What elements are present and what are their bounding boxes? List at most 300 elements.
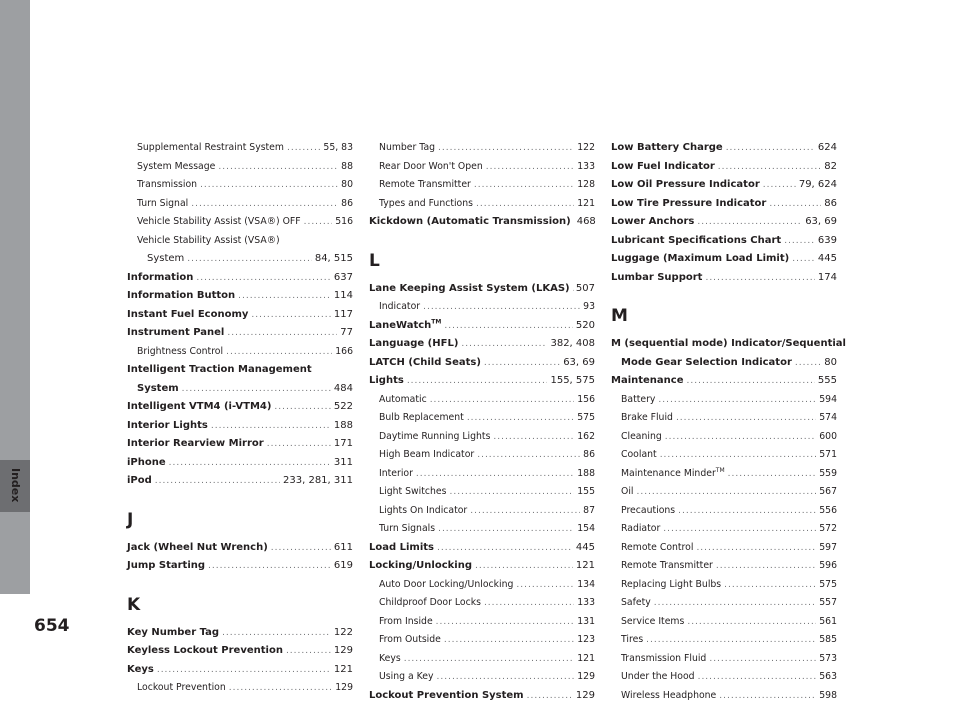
entry-pages: 445 (575, 541, 595, 553)
leader-dots (476, 195, 574, 214)
leader-dots (718, 158, 821, 177)
leader-dots (304, 213, 333, 232)
entry-pages: 575 (577, 412, 595, 423)
entry-group (611, 139, 837, 287)
leader-dots (696, 539, 816, 558)
entry-group (127, 269, 353, 362)
entry-pages: 619 (333, 560, 353, 571)
leader-dots (698, 668, 817, 687)
entry-group (127, 139, 353, 232)
entry-label: Information (127, 271, 194, 283)
index-entry[interactable] (369, 613, 595, 632)
entry-pages: 557 (819, 597, 837, 608)
entry-label: Interior Lights (127, 419, 208, 431)
index-entry[interactable] (611, 391, 837, 410)
entry-pages: 63, 69 (563, 356, 595, 368)
leader-dots (287, 139, 320, 158)
entry-label: Childproof Door Locks (379, 597, 481, 608)
index-entry[interactable] (611, 158, 837, 177)
entry-pages: 121 (333, 663, 353, 675)
index-entry[interactable] (369, 298, 595, 317)
leader-dots (226, 343, 332, 362)
trademark-mark: TM (431, 318, 442, 326)
entry-pages: 188 (577, 467, 595, 479)
entry-label: Key Number Tag (127, 626, 220, 638)
entry-label: Wireless Headphone (621, 689, 717, 701)
index-entry[interactable] (611, 502, 837, 521)
entry-label: Replacing Light Bulbs (621, 578, 722, 590)
entry-label: Number Tag (379, 142, 436, 153)
entry-label: Jump Starting (127, 560, 206, 571)
entry-label: Low Battery Charge (611, 142, 723, 153)
leader-dots (697, 213, 802, 232)
leader-dots (527, 687, 573, 706)
entry-label: Lockout Prevention System (369, 689, 524, 701)
entry-pages: 559 (819, 467, 837, 479)
leader-dots (636, 483, 816, 502)
entry-label: Supplemental Restraint System (137, 142, 284, 153)
index-entry[interactable] (127, 158, 353, 177)
leader-dots (274, 398, 330, 417)
index-entry[interactable] (127, 398, 353, 417)
entry-pages: 555 (817, 375, 837, 386)
entry-pages: 162 (577, 430, 595, 442)
leader-dots (719, 687, 816, 706)
index-entry[interactable] (127, 287, 353, 306)
entry-label: Indicator (379, 301, 421, 312)
entry-pages: 93 (583, 301, 595, 312)
entry-pages: 624 (817, 142, 837, 153)
entry-pages: 86 (824, 197, 837, 209)
entry-pages: 174 (817, 271, 837, 283)
section-letter-l: L (369, 250, 380, 271)
index-entry[interactable] (611, 354, 837, 373)
leader-dots (474, 176, 574, 195)
leader-dots (784, 232, 815, 251)
leader-dots (795, 354, 821, 373)
entry-label: System Message (137, 160, 216, 172)
entry-pages: 77 (340, 327, 353, 338)
index-entry[interactable] (369, 668, 595, 687)
entry-pages: 556 (819, 504, 837, 516)
entry-label: Light Switches (379, 486, 447, 497)
index-entry[interactable] (369, 335, 595, 354)
leader-dots (477, 446, 580, 465)
entry-pages: 86 (341, 197, 353, 209)
leader-dots (169, 454, 331, 473)
entry-label: Remote Transmitter (621, 560, 713, 571)
entry-pages: 129 (333, 645, 353, 656)
index-entry-label: M (sequential mode) Indicator/Sequential (611, 338, 846, 349)
leader-dots (705, 269, 814, 288)
section-letter-j: J (127, 509, 134, 530)
entry-pages: 585 (819, 634, 837, 645)
leader-dots (407, 372, 548, 391)
index-entry[interactable] (127, 269, 353, 288)
entry-label: Lane Keeping Assist System (LKAS) (369, 282, 570, 294)
entry-pages: 484 (333, 382, 353, 394)
index-entry[interactable] (611, 213, 837, 232)
leader-dots (449, 483, 574, 502)
entry-pages: 311 (333, 456, 353, 468)
entry-label: Remote Control (621, 541, 694, 553)
leader-dots (484, 594, 574, 613)
entry-label: Interior (379, 467, 413, 479)
index-entry[interactable] (611, 139, 837, 158)
entry-pages: 188 (333, 419, 353, 431)
entry-pages: 79, 624 (798, 179, 837, 190)
index-entry[interactable] (127, 250, 353, 269)
index-entry[interactable] (369, 158, 595, 177)
entry-label: Lights (369, 375, 404, 386)
entry-label: Keys (127, 663, 154, 675)
index-entry[interactable] (127, 642, 353, 661)
entry-group (127, 398, 353, 491)
entry-pages: 117 (333, 308, 353, 320)
index-entry[interactable] (611, 250, 837, 269)
index-column-3 (611, 139, 846, 705)
leader-dots (271, 539, 331, 558)
index-entry[interactable] (369, 372, 595, 391)
leader-dots (676, 409, 816, 428)
entry-pages: 55, 83 (323, 142, 353, 153)
entry-label: Lockout Prevention (137, 682, 226, 693)
index-entry[interactable] (611, 465, 837, 484)
leader-dots (726, 139, 815, 158)
index-entry[interactable] (369, 391, 595, 410)
entry-pages: 563 (819, 671, 837, 682)
entry-pages: 596 (819, 560, 837, 571)
index-entry[interactable] (611, 650, 837, 669)
entry-label: Service Items (621, 615, 685, 627)
index-entry[interactable] (369, 139, 595, 158)
entry-group (369, 139, 595, 232)
leader-dots (238, 287, 331, 306)
index-entry[interactable] (611, 232, 837, 251)
entry-pages: 445 (817, 253, 837, 264)
entry-pages: 520 (575, 319, 595, 331)
entry-label: Information Button (127, 290, 236, 301)
entry-label: Precautions (621, 504, 676, 516)
entry-pages: 84, 515 (314, 253, 353, 264)
entry-pages: 123 (577, 634, 595, 645)
entry-label: Turn Signal (137, 197, 189, 209)
entry-pages: 574 (819, 412, 837, 423)
entry-label: Radiator (621, 523, 661, 534)
index-entry[interactable] (611, 631, 837, 650)
index-entry[interactable] (369, 576, 595, 595)
leader-dots (436, 613, 575, 632)
side-tab-label: Index (9, 468, 22, 503)
entry-label: Low Tire Pressure Indicator (611, 197, 767, 209)
index-column-2 (369, 139, 595, 705)
index-entry[interactable] (369, 280, 595, 299)
entry-pages: 63, 69 (805, 216, 837, 227)
page-number: 654 (34, 616, 70, 636)
index-entry[interactable] (369, 354, 595, 373)
index-entry[interactable] (369, 650, 595, 669)
index-column-1 (127, 139, 353, 698)
entry-label: Jack (Wheel Nut Wrench) (127, 541, 268, 553)
leader-dots (678, 502, 816, 521)
entry-pages: 131 (577, 615, 595, 627)
index-entry[interactable] (369, 539, 595, 558)
leader-dots (438, 139, 574, 158)
entry-label: Bulb Replacement (379, 412, 464, 423)
entry-label: Maintenance Minder™ (621, 466, 725, 479)
index-entry[interactable] (127, 380, 353, 399)
entry-label: From Inside (379, 615, 433, 627)
index-entry[interactable] (369, 213, 595, 232)
entry-label: Locking/Unlocking (369, 560, 472, 571)
entry-group (611, 483, 837, 705)
leader-dots (423, 298, 580, 317)
index-entry[interactable] (127, 213, 353, 232)
entry-pages: 468 (576, 216, 596, 227)
section-letter-m: M (611, 306, 628, 326)
leader-dots (728, 465, 817, 484)
leader-dots (660, 446, 817, 465)
index-entry[interactable] (611, 668, 837, 687)
index-entry[interactable] (127, 195, 353, 214)
entry-label: Under the Hood (621, 671, 695, 682)
index-entry[interactable] (127, 343, 353, 362)
entry-label: iPhone (127, 456, 166, 468)
entry-label: Instrument Panel (127, 327, 225, 338)
entry-pages: 600 (819, 430, 837, 442)
leader-dots (467, 409, 574, 428)
leader-dots (286, 642, 331, 661)
leader-dots (430, 391, 575, 410)
leader-dots (687, 372, 815, 391)
index-entry[interactable] (611, 269, 837, 288)
leader-dots (182, 380, 331, 399)
index-entry[interactable] (127, 417, 353, 436)
entry-label: Kickdown (Automatic Transmission) (369, 216, 571, 227)
index-entry[interactable] (611, 613, 837, 632)
index-entry[interactable] (369, 446, 595, 465)
leader-dots (687, 613, 816, 632)
entry-pages: 575 (819, 578, 837, 590)
leader-dots (208, 557, 331, 576)
index-entry[interactable] (127, 679, 353, 698)
leader-dots (516, 576, 574, 595)
entry-pages: 156 (577, 393, 595, 405)
entry-pages: 516 (335, 216, 353, 227)
entry-label: iPod (127, 475, 152, 486)
index-entry[interactable] (127, 435, 353, 454)
index-entry[interactable] (369, 594, 595, 613)
entry-pages: 133 (577, 597, 595, 608)
index-entry[interactable] (369, 428, 595, 447)
leader-dots (646, 631, 816, 650)
entry-label: LaneWatch™ (369, 318, 442, 331)
leader-dots (475, 557, 573, 576)
entry-label: From Outside (379, 634, 441, 645)
entry-pages: 133 (577, 160, 595, 172)
leader-dots (227, 324, 337, 343)
index-entry[interactable] (611, 409, 837, 428)
leader-dots (493, 428, 574, 447)
index-entry[interactable] (369, 176, 595, 195)
entry-pages: 80 (824, 356, 837, 368)
entry-label: Cleaning (621, 430, 662, 442)
entry-label: Transmission Fluid (621, 652, 707, 664)
entry-label: Luggage (Maximum Load Limit) (611, 253, 790, 264)
leader-dots (716, 557, 816, 576)
entry-pages: 561 (819, 615, 837, 627)
index-entry[interactable] (369, 465, 595, 484)
entry-label: Brake Fluid (621, 412, 673, 423)
entry-pages: 129 (575, 689, 595, 701)
index-entry[interactable] (127, 472, 353, 491)
index-entry[interactable] (369, 502, 595, 521)
index-entry[interactable] (127, 624, 353, 643)
leader-dots (155, 472, 280, 491)
entry-pages: 121 (575, 560, 595, 571)
entry-group (369, 335, 595, 705)
leader-dots (486, 158, 574, 177)
leader-dots (663, 520, 816, 539)
entry-pages: 129 (577, 671, 595, 682)
entry-label: Safety (621, 597, 651, 608)
entry-pages: 522 (333, 401, 353, 412)
section-letter-k: K (127, 594, 141, 615)
index-entry[interactable] (611, 557, 837, 576)
index-entry[interactable] (127, 539, 353, 558)
entry-pages: 594 (819, 393, 837, 405)
entry-pages: 573 (819, 652, 837, 664)
entry-pages: 166 (335, 345, 353, 357)
leader-dots (654, 594, 817, 613)
index-entry[interactable] (611, 372, 837, 391)
entry-label: Brightness Control (137, 345, 224, 357)
leader-dots (792, 250, 815, 269)
entry-pages: 121 (577, 197, 595, 209)
entry-pages: 80 (341, 179, 353, 190)
entry-pages: 154 (577, 523, 595, 534)
entry-label: Transmission (137, 179, 198, 190)
entry-pages: 122 (333, 626, 353, 638)
index-entry[interactable] (611, 687, 837, 706)
leader-dots (157, 661, 331, 680)
entry-label: Mode Gear Selection Indicator (621, 356, 792, 368)
entry-label: Keyless Lockout Prevention (127, 645, 283, 656)
entry-label: Interior Rearview Mirror (127, 438, 264, 449)
index-entry[interactable] (611, 176, 837, 195)
index-entry[interactable] (369, 317, 595, 336)
entry-pages: 121 (577, 652, 595, 664)
index-entry-label: Intelligent Traction Management (127, 364, 312, 375)
entry-pages: 597 (819, 541, 837, 553)
entry-pages: 82 (824, 160, 837, 172)
entry-label: Lights On Indicator (379, 504, 468, 516)
entry-label: Automatic (379, 393, 427, 405)
index-entry[interactable] (127, 176, 353, 195)
entry-label: Load Limits (369, 541, 435, 553)
leader-dots (416, 465, 574, 484)
index-entry[interactable] (369, 687, 595, 706)
index-entry[interactable] (611, 576, 837, 595)
entry-pages: 572 (819, 523, 837, 534)
index-entry[interactable] (127, 557, 353, 576)
entry-label: Vehicle Stability Assist (VSA®) OFF (137, 216, 301, 227)
leader-dots (196, 269, 331, 288)
leader-dots (438, 520, 574, 539)
leader-dots (404, 650, 575, 669)
index-entry[interactable] (127, 139, 353, 158)
index-entry[interactable] (369, 520, 595, 539)
index-entry[interactable] (611, 594, 837, 613)
leader-dots (437, 539, 573, 558)
entry-label: System (147, 253, 185, 264)
entry-pages: 571 (819, 449, 837, 460)
index-entry[interactable] (127, 306, 353, 325)
index-entry[interactable] (369, 483, 595, 502)
leader-dots (709, 650, 816, 669)
index-side-tab (0, 0, 30, 722)
leader-dots (724, 576, 816, 595)
index-entry[interactable] (611, 483, 837, 502)
entry-label: Lower Anchors (611, 216, 695, 227)
entry-pages: 507 (575, 282, 595, 294)
entry-label: Tires (621, 634, 644, 645)
entry-pages: 637 (333, 271, 353, 283)
entry-group (127, 539, 353, 576)
index-entry[interactable] (127, 454, 353, 473)
leader-dots (200, 176, 338, 195)
entry-pages: 129 (335, 682, 353, 693)
index-entry[interactable] (611, 539, 837, 558)
index-entry-label: Vehicle Stability Assist (VSA®) (137, 234, 280, 246)
index-entry[interactable] (369, 409, 595, 428)
leader-dots (229, 679, 332, 698)
index-entry[interactable] (127, 324, 353, 343)
entry-label: Low Fuel Indicator (611, 160, 715, 172)
leader-dots (658, 391, 816, 410)
leader-dots (251, 306, 331, 325)
index-entry[interactable] (127, 661, 353, 680)
entry-label: Turn Signals (379, 523, 436, 534)
index-entry[interactable] (611, 520, 837, 539)
entry-label: Keys (379, 652, 401, 664)
index-entry[interactable] (369, 631, 595, 650)
entry-label: LATCH (Child Seats) (369, 356, 481, 368)
leader-dots (444, 631, 574, 650)
entry-label: Lubricant Specifications Chart (611, 234, 782, 246)
entry-pages: 128 (577, 179, 595, 190)
leader-dots (470, 502, 580, 521)
index-entry[interactable] (611, 428, 837, 447)
entry-pages: 233, 281, 311 (283, 475, 353, 486)
entry-label: Using a Key (379, 671, 434, 682)
entry-pages: 611 (333, 541, 353, 553)
leader-dots (437, 668, 575, 687)
leader-dots (211, 417, 331, 436)
entry-pages: 86 (583, 449, 595, 460)
leader-dots (665, 428, 816, 447)
index-entry[interactable] (369, 195, 595, 214)
index-entry[interactable] (611, 195, 837, 214)
leader-dots (461, 335, 547, 354)
entry-label: Types and Functions (379, 197, 473, 209)
entry-pages: 567 (819, 486, 837, 497)
entry-label: Remote Transmitter (379, 179, 471, 190)
entry-label: High Beam Indicator (379, 449, 475, 460)
index-entry[interactable] (611, 446, 837, 465)
index-entry[interactable] (369, 557, 595, 576)
entry-label: Intelligent VTM4 (i-VTM4) (127, 401, 272, 412)
